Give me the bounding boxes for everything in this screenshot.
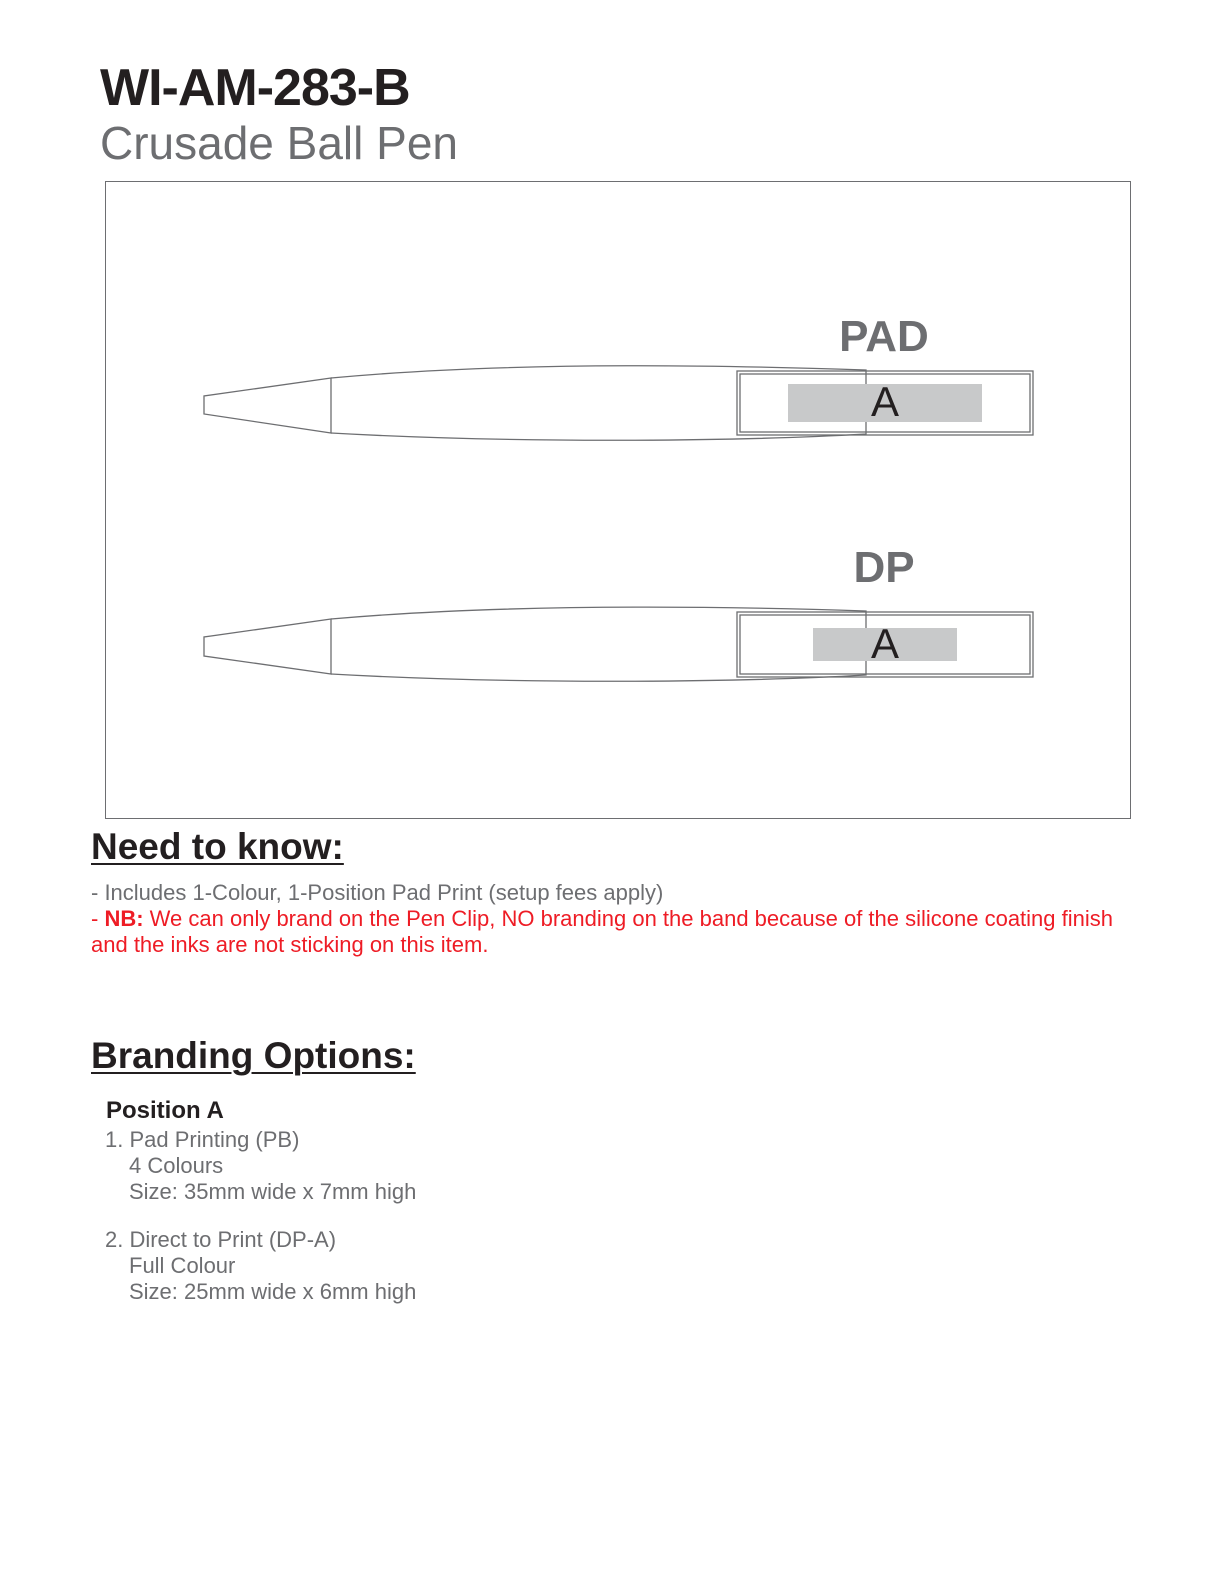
nb-prefix: - [91,906,105,931]
pen-dp-method-label: DP [853,543,915,592]
need-to-know-line-1: - Includes 1-Colour, 1-Position Pad Print (setup fees apply) [91,880,664,905]
branding-option-1 [105,1127,416,1205]
option-1-colours: 4 Colours [129,1153,224,1178]
pen-pad-tip [204,378,331,433]
need-to-know-heading: Need to know: [91,826,344,867]
pen-dp-position-label: A [870,620,899,667]
product-code: WI-AM-283-B [100,59,410,117]
branding-option-2 [105,1227,416,1305]
need-to-know-line-2 [91,906,1151,958]
pen-drawing-frame [105,181,1131,819]
pen-pad-barrel [331,366,866,441]
branding-options-heading: Branding Options: [91,1035,416,1076]
option-1-title: 1. Pad Printing (PB) [105,1127,300,1152]
pen-dp-barrel [331,607,866,681]
option-1-size: Size: 35mm wide x 7mm high [129,1179,417,1204]
option-2-title: 2. Direct to Print (DP-A) [105,1227,337,1252]
option-2-colours: Full Colour [129,1253,236,1278]
nb-label: NB: [104,906,144,931]
pen-pad-position-label: A [870,378,899,425]
pen-illustration [106,182,1132,820]
pen-dp-tip [204,619,331,674]
position-a-title: Position A [106,1097,224,1124]
product-name: Crusade Ball Pen [100,117,458,169]
option-2-size: Size: 25mm wide x 6mm high [129,1279,417,1304]
pen-pad-method-label: PAD [839,312,929,361]
nb-text: We can only brand on the Pen Clip, NO branding on the band because of the silicone coating finish and the inks are not sticking on this item. [91,906,1114,957]
